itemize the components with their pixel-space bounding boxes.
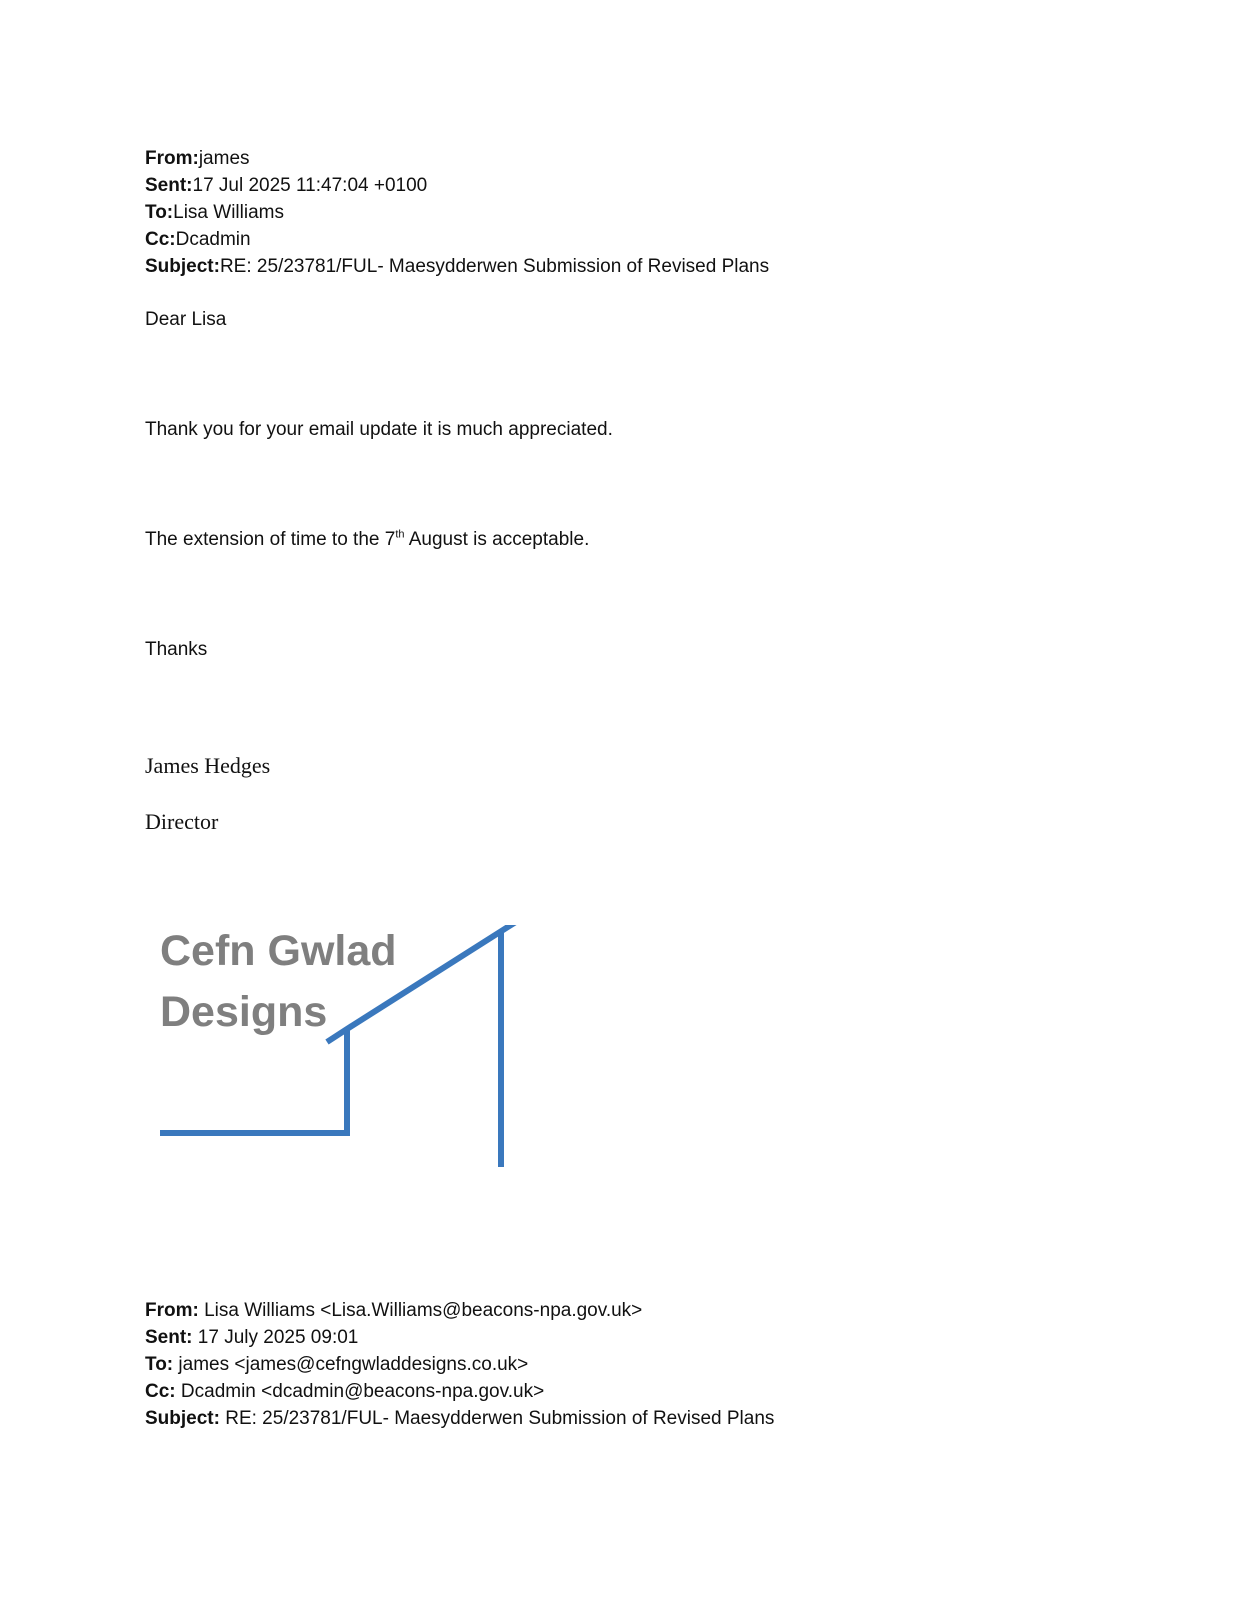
quoted-email-header bbox=[145, 1297, 774, 1432]
subject-value: RE: 25/23781/FUL- Maesydderwen Submission of Revised Plans bbox=[219, 256, 770, 277]
closing: Thanks bbox=[145, 639, 208, 660]
quoted-to-value: james <james@cefngwladdesigns.co.uk> bbox=[173, 1354, 529, 1375]
quoted-to-row bbox=[145, 1351, 774, 1378]
to-value: Lisa Williams bbox=[173, 202, 284, 223]
to-label: To: bbox=[145, 202, 174, 223]
cc-label: Cc: bbox=[145, 229, 176, 250]
subject-row bbox=[145, 253, 769, 280]
logo-text-line-2: Designs bbox=[160, 988, 328, 1036]
sent-row bbox=[145, 172, 769, 199]
quoted-subject-label: Subject: bbox=[145, 1408, 220, 1429]
quoted-sent-value: 17 July 2025 09:01 bbox=[192, 1327, 359, 1348]
ordinal-suffix: th bbox=[395, 528, 405, 541]
greeting: Dear Lisa bbox=[145, 309, 227, 330]
quoted-from-row bbox=[145, 1297, 774, 1324]
from-row bbox=[145, 145, 769, 172]
to-row bbox=[145, 199, 769, 226]
quoted-cc-value: Dcadmin <dcadmin@beacons-npa.gov.uk> bbox=[175, 1381, 545, 1402]
cc-value: Dcadmin bbox=[175, 229, 251, 250]
company-logo bbox=[150, 925, 550, 1195]
body-paragraph-2 bbox=[145, 528, 589, 552]
quoted-to-label: To: bbox=[145, 1354, 174, 1375]
quoted-sent-row bbox=[145, 1324, 774, 1351]
paragraph-2-start: The extension of time to the 7 bbox=[145, 529, 396, 550]
sent-value: 17 Jul 2025 11:47:04 +0100 bbox=[192, 175, 428, 196]
quoted-from-label: From: bbox=[145, 1300, 199, 1321]
signature-title: Director bbox=[145, 809, 219, 834]
reply-email-header bbox=[145, 145, 769, 280]
logo-text-line-1: Cefn Gwlad bbox=[160, 927, 397, 975]
quoted-from-value: Lisa Williams <Lisa.Williams@beacons-npa.gov.uk> bbox=[198, 1300, 643, 1321]
paragraph-2-end: August is acceptable. bbox=[404, 529, 590, 550]
quoted-cc-label: Cc: bbox=[145, 1381, 176, 1402]
quoted-subject-row bbox=[145, 1405, 774, 1432]
quoted-sent-label: Sent: bbox=[145, 1327, 193, 1348]
signature-name: James Hedges bbox=[145, 753, 271, 778]
quoted-cc-row bbox=[145, 1378, 774, 1405]
body-paragraph-1: Thank you for your email update it is much appreciated. bbox=[145, 419, 613, 440]
cc-row bbox=[145, 226, 769, 253]
from-value: james bbox=[198, 148, 250, 169]
quoted-subject-value: RE: 25/23781/FUL- Maesydderwen Submission of Revised Plans bbox=[219, 1408, 775, 1429]
from-label: From: bbox=[145, 148, 199, 169]
sent-label: Sent: bbox=[145, 175, 193, 196]
subject-label: Subject: bbox=[145, 256, 220, 277]
